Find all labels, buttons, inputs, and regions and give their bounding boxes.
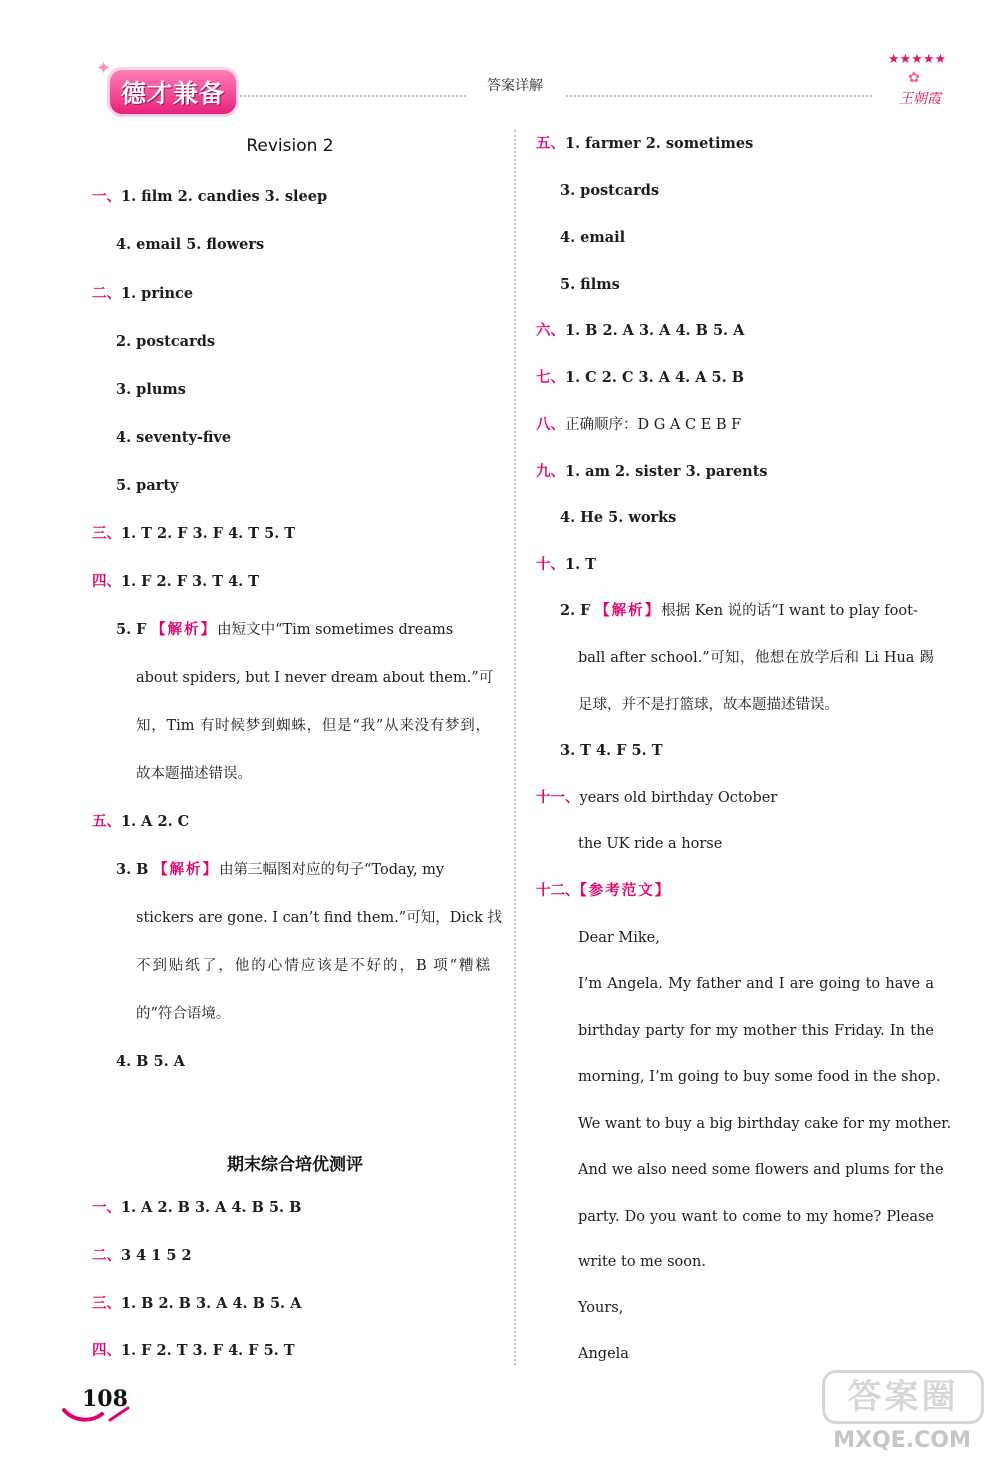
answer-line: the UK ride a horse <box>578 836 723 852</box>
answer-line <box>92 1246 192 1266</box>
header-title: 答案详解 <box>487 78 543 94</box>
brand-script: 王朝霞 <box>899 91 941 107</box>
explanation-line: ball after school.”可知，他想在放学后和 Li Hua 踢 <box>578 650 934 666</box>
essay-line: I’m Angela. My father and I are going to have a <box>578 976 934 992</box>
explanation-line: about spiders, but I never dream about them.”可 <box>136 670 494 686</box>
answer-line: 4. B 5. A <box>116 1053 185 1070</box>
section-title-revision: Revision 2 <box>246 136 334 156</box>
section-number: 五、 <box>536 136 565 152</box>
answer-text: 1. am 2. sister 3. parents <box>565 463 768 480</box>
answer-line <box>536 415 741 435</box>
section-number: 八、 <box>536 417 565 433</box>
explanation-line: 故本题描述错误。 <box>136 766 252 782</box>
explanation-line <box>116 620 490 640</box>
explanation-line: 足球，并不是打篮球，故本题描述错误。 <box>578 697 839 713</box>
explanation-text: 根据 Ken 说的话“I want to play foot- <box>661 603 918 619</box>
section-number: 十、 <box>536 557 565 573</box>
essay-line: write to me soon. <box>578 1254 706 1270</box>
answer-line: 2. postcards <box>116 333 216 350</box>
explanation-line <box>116 860 444 880</box>
section-number: 十一、 <box>536 790 580 806</box>
answer-line <box>92 524 295 544</box>
header-rule-right <box>566 95 872 97</box>
section-number: 十二、 <box>536 883 580 899</box>
answer-text: 1. prince <box>121 285 194 302</box>
answer-text: 1. F 2. F 3. T 4. T <box>121 573 260 590</box>
answer-line <box>92 1198 301 1218</box>
answer-line <box>92 187 327 207</box>
answer-line <box>536 134 753 154</box>
explanation-text: 由短文中“Tim sometimes dreams <box>217 622 454 638</box>
answer-text: 1. C 2. C 3. A 4. A 5. B <box>565 369 744 386</box>
section-number: 三、 <box>92 526 121 542</box>
answer-line <box>536 462 768 482</box>
stars-icon: ★★★★★ <box>887 52 947 67</box>
answer-text: years old birthday October <box>579 790 778 806</box>
watermark-url: MXQE.COM <box>833 1428 971 1453</box>
sparkle-icon: ✦ <box>96 58 112 79</box>
header-rule-left <box>240 95 466 97</box>
essay-line: We want to buy a big birthday cake for my mother. <box>578 1116 952 1132</box>
answer-line <box>92 284 193 304</box>
answer-text: 3. B <box>116 861 149 878</box>
section-number: 一、 <box>92 1200 121 1216</box>
explanation-line: stickers are gone. I can’t find them.”可知，Dick 找 <box>136 910 502 926</box>
section-number: 一、 <box>92 189 121 205</box>
watermark-logo: 答案圈 <box>822 1370 984 1424</box>
essay-line: birthday party for my mother this Friday. In the <box>578 1023 934 1039</box>
answer-line <box>536 368 744 388</box>
essay-line: party. Do you want to come to my home? Please <box>578 1209 934 1225</box>
answer-text: 1. T <box>565 556 596 573</box>
answer-line <box>92 1294 301 1314</box>
answer-text: 3 4 1 5 2 <box>121 1247 192 1264</box>
answer-text: 正确顺序：D G A C E B F <box>565 417 742 433</box>
section-number: 七、 <box>536 370 565 386</box>
section-number: 三、 <box>92 1296 121 1312</box>
explanation-line: 知，Tim 有时候梦到蜘蛛，但是“我”从来没有梦到， <box>136 718 490 734</box>
analysis-tag: 【解析】 <box>151 622 218 638</box>
explanation-line <box>560 601 918 621</box>
answer-text: 1. farmer 2. sometimes <box>565 135 754 152</box>
essay-line: And we also need some flowers and plums for the <box>578 1162 944 1178</box>
section-title-final-test: 期末综合培优测评 <box>227 1155 363 1175</box>
section-number: 四、 <box>92 574 121 590</box>
flower-icon: ✿ <box>908 70 920 86</box>
answer-line: 3. postcards <box>560 182 660 199</box>
answer-line <box>536 881 671 901</box>
answer-line: 3. plums <box>116 381 186 398</box>
answer-text: 2. F <box>560 602 591 619</box>
answer-line <box>536 788 777 808</box>
answer-line: 4. email 5. flowers <box>116 236 265 253</box>
answer-text: 1. A 2. B 3. A 4. B 5. B <box>121 1199 302 1216</box>
answer-line <box>92 1341 295 1361</box>
section-number: 五、 <box>92 814 121 830</box>
answer-text: 1. film 2. candies 3. sleep <box>121 188 328 205</box>
answer-text: 1. T 2. F 3. F 4. T 5. T <box>121 525 296 542</box>
section-number: 二、 <box>92 1248 121 1264</box>
answer-line: 4. email <box>560 229 626 246</box>
section-number: 二、 <box>92 286 121 302</box>
essay-line: Yours, <box>578 1300 624 1316</box>
answer-line <box>92 812 189 832</box>
answer-line: 5. films <box>560 276 620 293</box>
section-number: 六、 <box>536 323 565 339</box>
explanation-text: 由第三幅图对应的句子“Today, my <box>219 862 445 878</box>
answer-text: 1. B 2. A 3. A 4. B 5. A <box>565 322 745 339</box>
answer-line: 4. He 5. works <box>560 509 677 526</box>
section-number: 四、 <box>92 1343 121 1359</box>
answer-text: 5. F <box>116 621 147 638</box>
sample-essay-tag: 【参考范文】 <box>579 883 672 899</box>
answer-line: 4. seventy-five <box>116 429 232 446</box>
answer-text: 1. F 2. T 3. F 4. F 5. T <box>121 1342 295 1359</box>
page-number: 108 <box>82 1386 128 1412</box>
essay-line: Angela <box>578 1346 629 1362</box>
brand-logo-text: 德才兼备 <box>120 79 225 108</box>
answer-line <box>92 572 259 592</box>
answer-text: 1. B 2. B 3. A 4. B 5. A <box>121 1295 302 1312</box>
answer-text: 1. A 2. C <box>121 813 190 830</box>
answer-line: 3. T 4. F 5. T <box>560 742 663 759</box>
explanation-line: 的”符合语境。 <box>136 1006 231 1022</box>
brand-logo <box>110 70 236 114</box>
essay-line: morning, I’m going to buy some food in the shop. <box>578 1069 941 1085</box>
section-number: 九、 <box>536 464 565 480</box>
answer-line <box>536 555 596 575</box>
answer-line <box>536 321 744 341</box>
analysis-tag: 【解析】 <box>595 603 662 619</box>
analysis-tag: 【解析】 <box>153 862 220 878</box>
explanation-line: 不到贴纸了，他的心情应该是不好的，B 项“糟糕 <box>136 958 490 974</box>
answer-line: 5. party <box>116 477 179 494</box>
column-divider <box>514 130 516 1365</box>
essay-line: Dear Mike, <box>578 930 660 946</box>
